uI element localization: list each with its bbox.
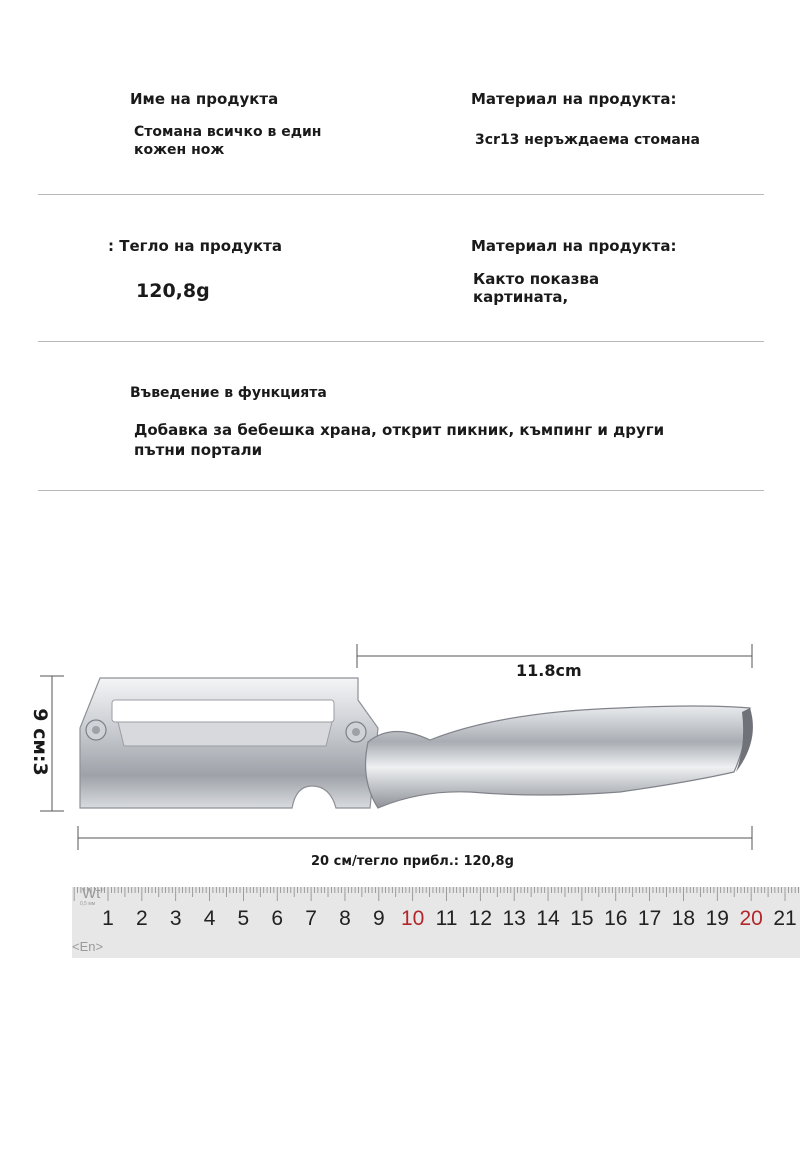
ruler-number: 19 <box>705 907 729 930</box>
divider-1 <box>38 194 764 195</box>
function-line-1: Добавка за бебешка храна, открит пикник, къмпинг и други <box>134 421 665 439</box>
ruler-tiny-tag: 0,5 мм <box>80 901 96 907</box>
ruler-numbers <box>72 907 800 937</box>
ruler-bottom-tag: <En> <box>72 939 104 954</box>
function-label: Въведение в функцията <box>130 385 327 401</box>
function-line-2: пътни портали <box>134 441 263 459</box>
ruler-number: 8 <box>339 907 351 930</box>
ruler-number: 13 <box>502 907 526 930</box>
ruler-number: 17 <box>637 907 662 930</box>
peeler-head <box>80 678 378 808</box>
weight-label: : Тегло на продукта <box>108 237 282 255</box>
ruler-number: 20 <box>739 907 763 930</box>
ruler-number: 12 <box>468 907 493 930</box>
product-name-line-1: Стомана всичко в един <box>134 124 322 140</box>
ruler-number: 4 <box>203 907 216 930</box>
function-value <box>134 420 664 460</box>
ruler-number: 2 <box>136 907 148 930</box>
ruler-number: 21 <box>773 907 797 930</box>
total-length-dimension <box>78 826 752 850</box>
ruler-number: 7 <box>305 907 317 930</box>
ruler-number: 18 <box>671 907 696 930</box>
ruler-number: 5 <box>237 907 250 930</box>
material-value-2-line-1: Както показва <box>473 270 600 288</box>
ruler-number: 16 <box>604 907 628 930</box>
ruler-number: 1 <box>102 907 114 930</box>
material-label-2: Материал на продукта: <box>471 237 677 255</box>
height-label: 9 см:3 <box>29 708 51 776</box>
material-value: 3cr13 неръждаема стомана <box>475 132 700 148</box>
ruler-number: 6 <box>271 907 284 930</box>
ruler-number: 15 <box>570 907 594 930</box>
knife-handle <box>366 706 750 808</box>
blade-length-label: 11.8cm <box>516 661 582 680</box>
material-value-2 <box>473 270 599 306</box>
material-label: Материал на продукта: <box>471 90 677 108</box>
divider-3 <box>38 490 764 491</box>
ruler-number: 14 <box>536 907 560 930</box>
ruler-number: 11 <box>435 907 458 930</box>
divider-2 <box>38 341 764 342</box>
material-value-2-line-2: картината, <box>473 288 569 306</box>
weight-value: 120,8g <box>136 280 210 302</box>
total-dimension-label: 20 см/тегло прибл.: 120,8g <box>311 854 514 869</box>
ruler-image <box>72 887 800 958</box>
product-name-label: Име на продукта <box>130 90 279 108</box>
product-name-value <box>134 123 321 159</box>
ruler-number: 3 <box>169 907 182 930</box>
ruler-top-tag: Wt" <box>82 887 106 902</box>
ruler-number: 9 <box>372 907 385 930</box>
ruler-number: 10 <box>400 907 425 930</box>
product-name-line-2: кожен нож <box>134 142 225 158</box>
